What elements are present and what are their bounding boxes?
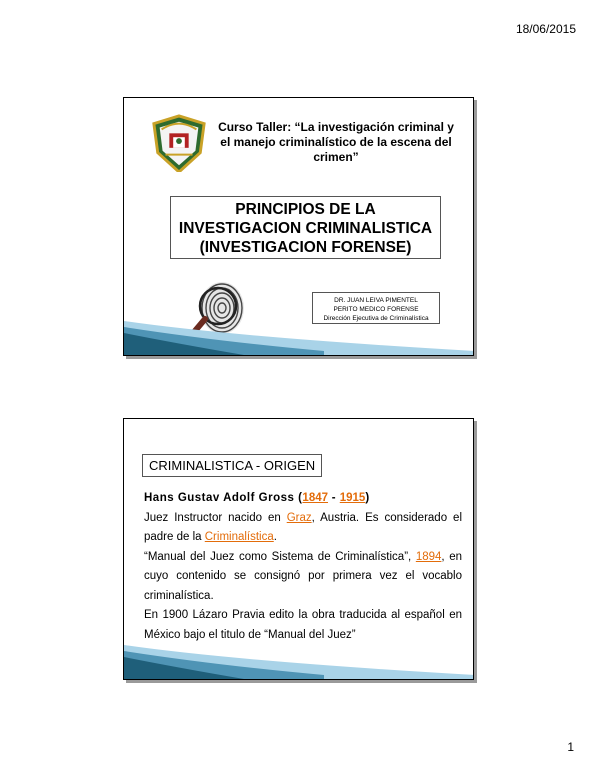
link-criminalistica[interactable]: Criminalística	[204, 531, 274, 543]
link-graz[interactable]: Graz	[286, 511, 312, 524]
page-date: 18/06/2015	[515, 22, 576, 36]
course-title-line: Curso Taller: “La investigación criminal y	[218, 120, 454, 134]
main-title-line: INVESTIGACION CRIMINALISTICA	[178, 220, 433, 237]
slide-body	[144, 489, 462, 645]
author-line: Dirección Ejecutiva de Criminalística	[323, 315, 429, 322]
link-year-birth[interactable]: 1847	[302, 492, 329, 504]
police-crest-icon	[150, 114, 208, 172]
page-number: 1	[567, 740, 574, 754]
course-title-line: el manejo criminalístico de la escena del	[220, 135, 452, 149]
main-title	[170, 196, 441, 259]
slide-wave-decoration	[124, 307, 474, 355]
paragraph-judge: Juez Instructor nacido en Graz, Austria. Es considerado el padre de la Criminalística.	[144, 511, 462, 543]
link-1894[interactable]: 1894	[415, 550, 442, 563]
course-title-line: crimen”	[313, 150, 359, 164]
author-line: DR. JUAN LEIVA PIMENTEL	[334, 297, 418, 304]
paragraph-translation: En 1900 Lázaro Pravia edito la obra traducida al español en México bajo el titulo de “Manual del Juez”	[144, 609, 462, 641]
author-name: Hans Gustav Adolf Gross	[144, 492, 295, 504]
paragraph-manual: “Manual del Juez como Sistema de Criminalística”, 1894, en cuyo contenido se consignó por primera vez el vocablo criminalística.	[144, 550, 462, 602]
link-year-death[interactable]: 1915	[339, 492, 366, 504]
section-title: CRIMINALISTICA - ORIGEN	[142, 454, 322, 477]
author-line: PERITO MEDICO FORENSE	[333, 306, 419, 313]
slide-1	[123, 97, 474, 356]
slide-2	[123, 418, 474, 680]
slide-wave-decoration	[124, 631, 474, 679]
paragraph-author: Hans Gustav Adolf Gross (1847 - 1915)	[144, 492, 370, 504]
course-title	[216, 120, 456, 165]
main-title-line: PRINCIPIOS DE LA	[235, 201, 376, 218]
main-title-line: (INVESTIGACION FORENSE)	[199, 239, 412, 256]
